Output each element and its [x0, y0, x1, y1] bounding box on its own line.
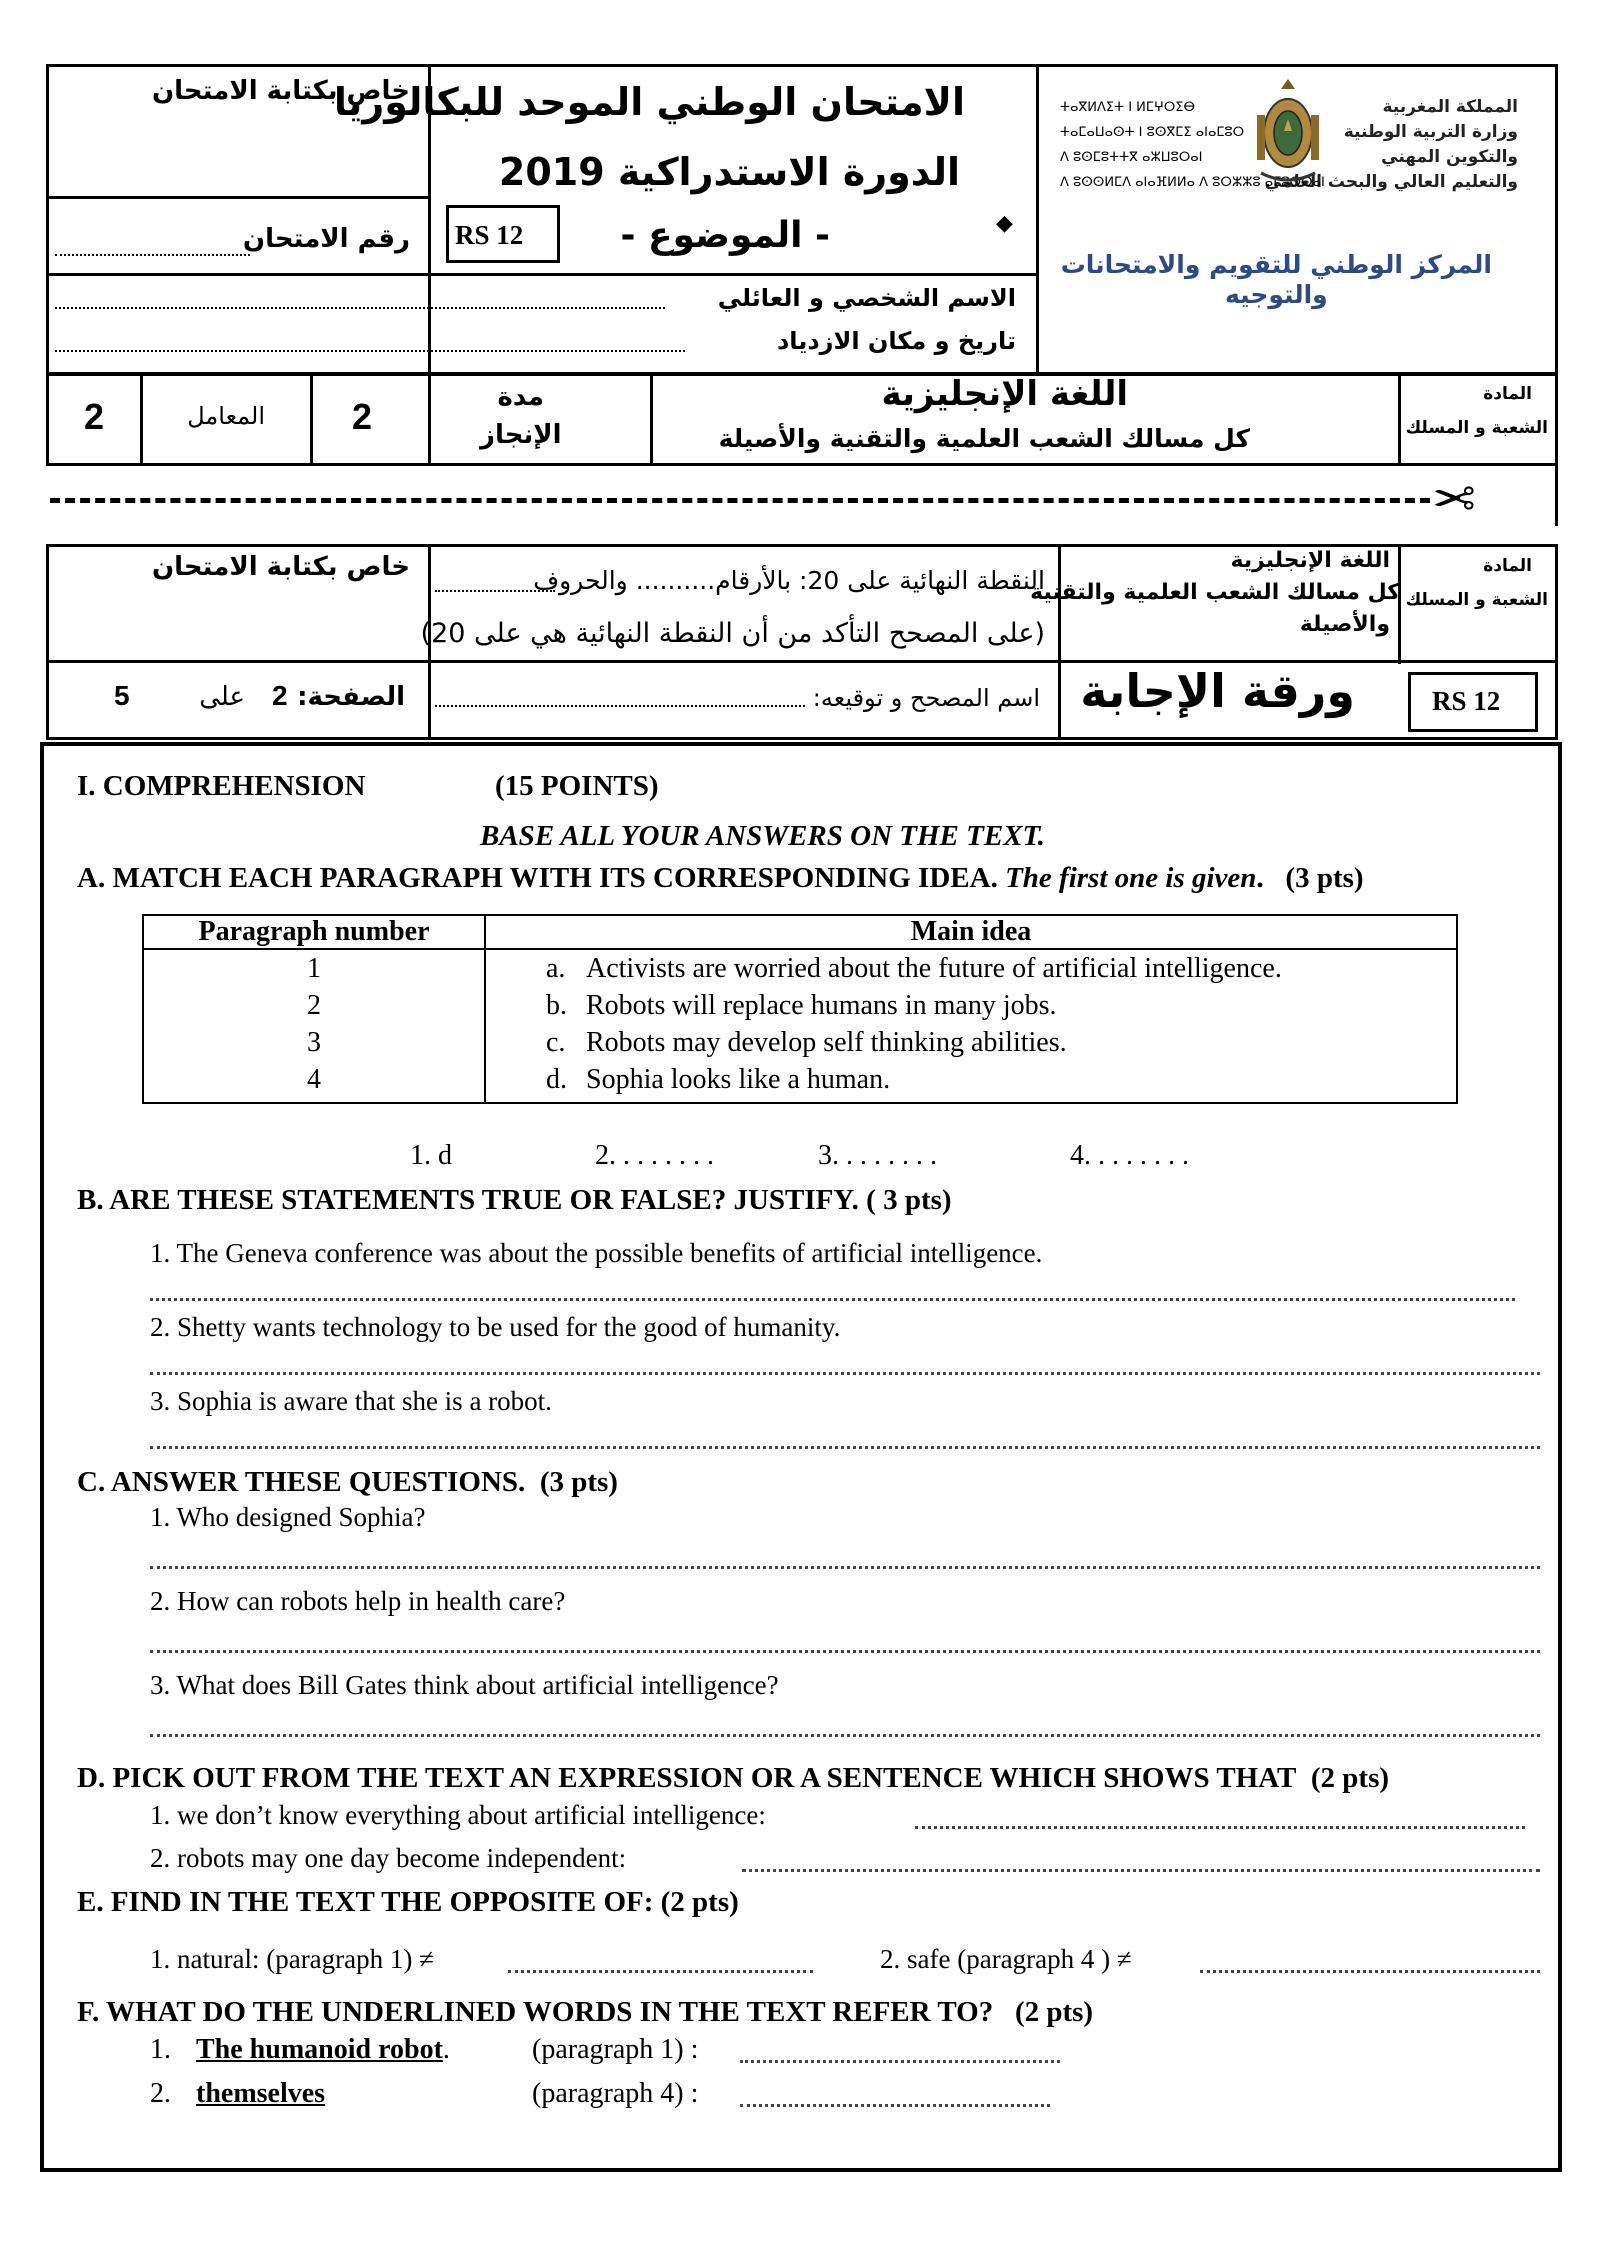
expression-1: 1. we don’t know everything about artificial intelligence:	[150, 1800, 766, 1830]
statement-2: 2. Shetty wants technology to be used for the good of humanity.	[150, 1312, 841, 1342]
question-1-answer[interactable]	[150, 1566, 1540, 1569]
cut-line	[50, 498, 1430, 503]
opposite-2: 2. safe (paragraph 4 ) ≠	[880, 1944, 1132, 1974]
diamond-icon: ◆	[996, 210, 1013, 235]
section-f-title: F. WHAT DO THE UNDERLINED WORDS IN THE TEXT REFER TO? (2 pts)	[77, 1996, 1094, 2028]
birth-label: تاريخ و مكان الازدياد	[776, 327, 1016, 355]
exam-title: الامتحان الوطني الموحد للبكالوريا	[333, 80, 965, 124]
info-div-1	[140, 372, 143, 466]
reference-2-paragraph: (paragraph 4) :	[532, 2078, 699, 2109]
coat-of-arms-icon	[1253, 75, 1323, 193]
question-1: 1. Who designed Sophia?	[150, 1502, 426, 1532]
page-of: على	[199, 682, 245, 712]
section-d-title: D. PICK OUT FROM THE TEXT AN EXPRESSION OR A SENTENCE WHICH SHOWS THAT (2 pts)	[77, 1762, 1390, 1794]
statement-2-answer[interactable]	[150, 1372, 1540, 1375]
table-header-paragraph: Paragraph number	[143, 915, 485, 949]
name-field[interactable]	[55, 307, 665, 309]
comprehension-title: I. COMPREHENSION	[77, 770, 366, 802]
statement-1-answer[interactable]	[150, 1298, 1515, 1301]
statement-1: 1. The Geneva conference was about the possible benefits of artificial intelligence.	[150, 1238, 1043, 1268]
match-answer-3[interactable]: 3. . . . . . . .	[818, 1140, 937, 1171]
expression-1-answer[interactable]	[915, 1826, 1525, 1829]
idea-d: d. Sophia looks like a human.	[546, 1064, 891, 1095]
subject-label: المادة	[1483, 384, 1532, 404]
question-2: 2. How can robots help in health care?	[150, 1586, 566, 1616]
match-answer-1: 1. d	[410, 1140, 452, 1171]
exam-number-field[interactable]	[55, 254, 250, 256]
comprehension-points: (15 POINTS)	[495, 770, 659, 802]
match-answer-2[interactable]: 2. . . . . . . .	[595, 1140, 714, 1171]
match-answer-4[interactable]: 4. . . . . . . .	[1070, 1140, 1189, 1171]
ideas-cell	[485, 949, 1457, 1103]
name-label: الاسم الشخصي و العائلي	[717, 284, 1016, 312]
duration-value: 2	[352, 396, 373, 437]
subject-label-top: - الموضوع -	[620, 215, 830, 256]
session-title: الدورة الاستدراكية 2019	[498, 150, 960, 194]
section-e-title: E. FIND IN THE TEXT THE OPPOSITE OF: (2 pts)	[77, 1886, 739, 1918]
reference-1-paragraph: (paragraph 1) :	[532, 2034, 699, 2065]
ans-hline	[46, 660, 1558, 663]
expression-2-answer[interactable]	[742, 1869, 1540, 1872]
ans-div-2	[1058, 544, 1061, 740]
answer-subject-label: المادة	[1483, 556, 1532, 576]
question-3-answer[interactable]	[150, 1734, 1540, 1737]
info-div-2	[310, 372, 313, 466]
page-total: 5	[114, 680, 130, 711]
answer-streams-1: كل مسالك الشعب العلمية والتقنية	[1030, 580, 1400, 605]
page-label: الصفحة:	[297, 682, 405, 712]
info-div-4	[650, 372, 653, 466]
subject-name: اللغة الإنجليزية	[881, 374, 1128, 414]
idea-b: b. Robots will replace humans in many jobs.	[546, 990, 1057, 1021]
ministry-text: المملكة المغربية وزارة التربية الوطنية والتكوين المهني والتعليم العالي والبحث العلمي	[1264, 97, 1518, 192]
streams-text: كل مسالك الشعب العلمية والتقنية والأصيلة	[718, 424, 1250, 453]
statement-3: 3. Sophia is aware that she is a robot.	[150, 1386, 552, 1416]
table-header-idea: Main idea	[485, 915, 1457, 949]
idea-c: c. Robots may develop self thinking abilities.	[546, 1027, 1067, 1058]
answer-sheet-title: ورقة الإجابة	[1080, 664, 1355, 718]
answer-streams-2: والأصيلة	[1299, 612, 1390, 637]
statement-3-answer[interactable]	[150, 1446, 1540, 1449]
corrector-label: اسم المصحح و توقيعه:	[812, 684, 1040, 712]
answer-subject-name: اللغة الإنجليزية	[1230, 548, 1390, 573]
grade-line: النقطة النهائية على 20: بالأرقام.......... والحروف	[533, 566, 1045, 595]
exam-code-answer: RS 12	[1432, 686, 1501, 716]
idea-a: a. Activists are worried about the future of artificial intelligence.	[546, 953, 1282, 984]
reference-1-answer[interactable]	[740, 2060, 1060, 2063]
reserved-label-answer: خاص بكتابة الامتحان	[151, 552, 410, 582]
scissor-side	[1555, 466, 1558, 526]
check-line: (على المصحح التأكد من أن النقطة النهائية هي على 20)	[420, 618, 1045, 649]
stream-label: الشعبة و المسلك	[1405, 418, 1548, 438]
question-2-answer[interactable]	[150, 1650, 1540, 1653]
section-b-title: B. ARE THESE STATEMENTS TRUE OR FALSE? JUSTIFY. ( 3 pts)	[77, 1184, 952, 1216]
opposite-1-answer[interactable]	[508, 1970, 813, 1973]
base-note: BASE ALL YOUR ANSWERS ON THE TEXT.	[480, 820, 1045, 852]
reference-1: 1. The humanoid robot.	[150, 2034, 450, 2065]
info-div-5	[1398, 372, 1401, 466]
corrector-field[interactable]	[435, 705, 805, 707]
reference-2: 2. themselves	[150, 2078, 326, 2109]
header-divider-2	[1036, 64, 1039, 376]
expression-2: 2. robots may one day become independent:	[150, 1843, 627, 1873]
paragraph-numbers-cell: 1 2 3 4	[143, 949, 485, 1103]
opposite-1: 1. natural: (paragraph 1) ≠	[150, 1944, 434, 1974]
center-name: المركز الوطني للتقويم والامتحانات والتوجيه	[1060, 250, 1492, 309]
exam-number-label: رقم الامتحان	[242, 224, 410, 254]
opposite-2-answer[interactable]	[1200, 1970, 1540, 1973]
page-number: 2	[272, 680, 288, 711]
exam-code-top: RS 12	[455, 220, 524, 250]
duration-label: مدة الإنجاز	[480, 382, 562, 450]
info-div-3	[428, 372, 431, 466]
question-3: 3. What does Bill Gates think about artificial intelligence?	[150, 1670, 779, 1700]
answer-stream-label: الشعبة و المسلك	[1405, 590, 1548, 610]
section-a-title: A. MATCH EACH PARAGRAPH WITH ITS CORRESPONDING IDEA. The first one is given. (3 pts)	[77, 862, 1364, 894]
header-hline-1	[46, 196, 428, 199]
grade-dots[interactable]	[435, 590, 555, 592]
scissors-icon: ✂	[1432, 470, 1476, 530]
coef-value: 2	[84, 396, 105, 437]
birth-field[interactable]	[55, 350, 685, 352]
reserved-label-top: خاص بكتابة الامتحان	[151, 76, 410, 106]
coef-label: المعامل	[187, 402, 265, 430]
tifinagh-text: ⵜⴰⴳⵍⴷⵉⵜ ⵏ ⵍⵎⵖⵔⵉⴱ ⵜⴰⵎⴰⵡⴰⵙⵜ ⵏ ⵓⵙⴳⵎⵉ ⴰⵏⴰⵎⵓⵔ ⴷ ⵓⵙⵎⵓⵜⵜⴳ ⴰⵣⵡⵓⵔⴰⵏ ⴷ ⵓⵙⵙⵍⵎⴷ ⴰⵏⴰⴼⵍⵍⴰ ⴷ ⵓⵔⵣⵣⵓ ⴰⵎⵓⵙⵙⴰⵏ	[1060, 100, 1325, 190]
header-hline-2	[46, 273, 1036, 276]
ideas-table	[142, 914, 1458, 1104]
section-c-title: C. ANSWER THESE QUESTIONS. (3 pts)	[77, 1466, 618, 1498]
reference-2-answer[interactable]	[740, 2104, 1050, 2107]
